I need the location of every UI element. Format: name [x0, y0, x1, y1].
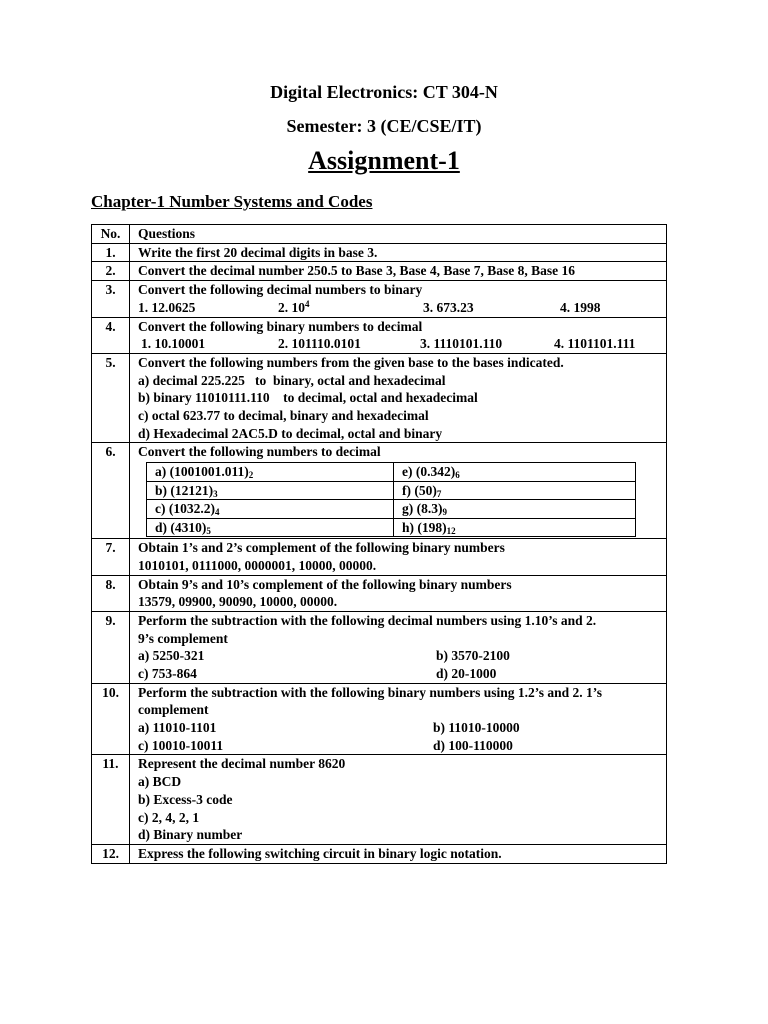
- question-text: Represent the decimal number 8620: [138, 756, 346, 772]
- item-g-number: g) (8.3): [402, 501, 443, 517]
- chapter-heading: Chapter-1 Number Systems and Codes: [91, 192, 373, 211]
- question-cell: [130, 575, 667, 611]
- item-f-number: f) (50): [402, 482, 437, 498]
- base-conversion-table: [146, 462, 636, 537]
- item-a-base: 2: [248, 470, 254, 481]
- question-number: 9.: [92, 611, 130, 683]
- option-4: 4. 1998: [560, 299, 601, 315]
- assignment-heading: Assignment-1: [308, 146, 460, 175]
- item-c-number: c) (1032.2): [155, 501, 215, 517]
- sub-item-c: c) 753-864: [138, 666, 197, 682]
- item-d-number: d) (4310): [155, 519, 207, 535]
- option-2-base: 2. 10: [278, 299, 305, 315]
- option-3: 3. 673.23: [423, 299, 474, 315]
- table-row: [92, 845, 667, 864]
- column-header-questions: Questions: [130, 225, 667, 244]
- item-d-base: 5: [206, 525, 211, 536]
- sub-item-c: c) 2, 4, 2, 1: [138, 809, 200, 825]
- item-a: [147, 463, 394, 482]
- column-header-no: No.: [92, 225, 130, 244]
- item-d: [147, 518, 394, 537]
- sub-items-row: [138, 719, 662, 737]
- sub-items-row: [138, 665, 662, 683]
- question-cell: [130, 683, 667, 755]
- table-row: [92, 683, 667, 755]
- option-1: 1. 10.10001: [141, 336, 206, 352]
- question-number: 8.: [92, 575, 130, 611]
- question-cell: [130, 443, 667, 539]
- table-row: [92, 353, 667, 443]
- item-h-number: h) (198): [402, 519, 447, 535]
- inner-row: [147, 500, 636, 519]
- table-row: [92, 539, 667, 575]
- option-3: 3. 1110101.110: [420, 336, 503, 352]
- sub-item-d: d) 20-1000: [436, 666, 497, 682]
- sub-item-a: a) decimal 225.225 to binary, octal and hexadecimal: [138, 372, 446, 388]
- sub-item-c: c) 10010-10011: [138, 737, 224, 753]
- item-f: [394, 481, 636, 500]
- inner-row: [147, 463, 636, 482]
- questions-table: [91, 224, 667, 864]
- question-number: 2.: [92, 262, 130, 281]
- sub-items-row: [138, 737, 662, 755]
- item-f-base: 7: [436, 488, 442, 499]
- table-row: [92, 575, 667, 611]
- sub-item-b: b) Excess-3 code: [138, 791, 233, 807]
- answer-options-row: [138, 335, 662, 353]
- question-text: Convert the decimal number 250.5 to Base 3, Base 4, Base 7, Base 8, Base 16: [130, 262, 667, 281]
- question-text: Convert the following numbers to decimal: [138, 444, 381, 460]
- question-text: Express the following switching circuit in binary logic notation.: [130, 845, 667, 864]
- option-4: 4. 1101101.111: [554, 336, 636, 352]
- table-row: [92, 317, 667, 353]
- option-2-exponent: 4: [305, 298, 310, 309]
- item-g: [394, 500, 636, 519]
- item-e: [394, 463, 636, 482]
- question-text: Convert the following binary numbers to decimal: [138, 318, 423, 334]
- table-row: [92, 281, 667, 317]
- question-text: Perform the subtraction with the following binary numbers using 1.2’s and 2. 1’s: [138, 684, 603, 700]
- sub-items-row: [138, 647, 662, 665]
- sub-item-d: d) Hexadecimal 2AC5.D to decimal, octal and binary: [138, 425, 443, 441]
- question-text: Obtain 1’s and 2’s complement of the following binary numbers: [138, 540, 505, 556]
- sub-item-a: a) 11010-1101: [138, 720, 217, 736]
- question-number: 12.: [92, 845, 130, 864]
- item-b-number: b) (12121): [155, 482, 214, 498]
- question-number: 3.: [92, 281, 130, 317]
- item-g-base: 9: [442, 507, 447, 518]
- question-number: 10.: [92, 683, 130, 755]
- option-2: 2. 101110.0101: [278, 336, 361, 352]
- sub-item-d: d) 100-110000: [433, 737, 513, 753]
- table-row: [92, 443, 667, 539]
- item-e-number: e) (0.342): [402, 464, 456, 480]
- question-number: 7.: [92, 539, 130, 575]
- question-text: Perform the subtraction with the following decimal numbers using 1.10’s and 2.: [138, 612, 597, 628]
- question-text-continued: complement: [138, 702, 209, 718]
- question-text: Convert the following numbers from the given base to the bases indicated.: [138, 354, 564, 370]
- sub-item-b: b) binary 11010111.110 to decimal, octal and hexadecimal: [138, 390, 478, 406]
- question-text: Obtain 9’s and 10’s complement of the following binary numbers: [138, 576, 512, 592]
- table-header-row: [92, 225, 667, 244]
- item-h: [394, 518, 636, 537]
- question-numbers: 1010101, 0111000, 0000001, 10000, 00000.: [138, 557, 377, 573]
- question-cell: [130, 755, 667, 845]
- question-number: 11.: [92, 755, 130, 845]
- sub-item-c: c) octal 623.77 to decimal, binary and hexadecimal: [138, 408, 429, 423]
- question-text-continued: 9’s complement: [138, 630, 228, 646]
- sub-item-d: d) Binary number: [138, 827, 243, 843]
- answer-options-row: [138, 299, 662, 317]
- question-cell: [130, 317, 667, 353]
- item-h-base: 12: [446, 525, 456, 536]
- sub-item-b: b) 11010-10000: [433, 720, 520, 736]
- question-cell: [130, 539, 667, 575]
- option-2: [278, 299, 310, 317]
- item-a-number: a) (1001001.011): [155, 464, 249, 480]
- question-number: 6.: [92, 443, 130, 539]
- table-row: [92, 611, 667, 683]
- item-b: [147, 481, 394, 500]
- option-1: 1. 12.0625: [138, 299, 196, 315]
- table-row: [92, 755, 667, 845]
- question-text: Convert the following decimal numbers to binary: [138, 282, 423, 298]
- question-text: Write the first 20 decimal digits in base 3.: [130, 243, 667, 262]
- inner-row: [147, 481, 636, 500]
- semester-line: Semester: 3 (CE/CSE/IT): [286, 116, 482, 136]
- question-number: 1.: [92, 243, 130, 262]
- item-c-base: 4: [214, 507, 220, 518]
- item-b-base: 3: [213, 488, 218, 499]
- question-cell: [130, 353, 667, 443]
- course-title: Digital Electronics: CT 304-N: [270, 82, 498, 102]
- question-numbers: 13579, 09900, 90090, 10000, 00000.: [138, 594, 338, 610]
- table-row: [92, 243, 667, 262]
- item-c: [147, 500, 394, 519]
- question-cell: [130, 611, 667, 683]
- question-number: 5.: [92, 353, 130, 443]
- question-number: 4.: [92, 317, 130, 353]
- sub-item-b: b) 3570-2100: [436, 648, 510, 664]
- item-e-base: 6: [455, 470, 460, 481]
- table-row: [92, 262, 667, 281]
- inner-row: [147, 518, 636, 537]
- sub-item-a: a) 5250-321: [138, 648, 205, 664]
- question-cell: [130, 281, 667, 317]
- sub-item-a: a) BCD: [138, 774, 182, 790]
